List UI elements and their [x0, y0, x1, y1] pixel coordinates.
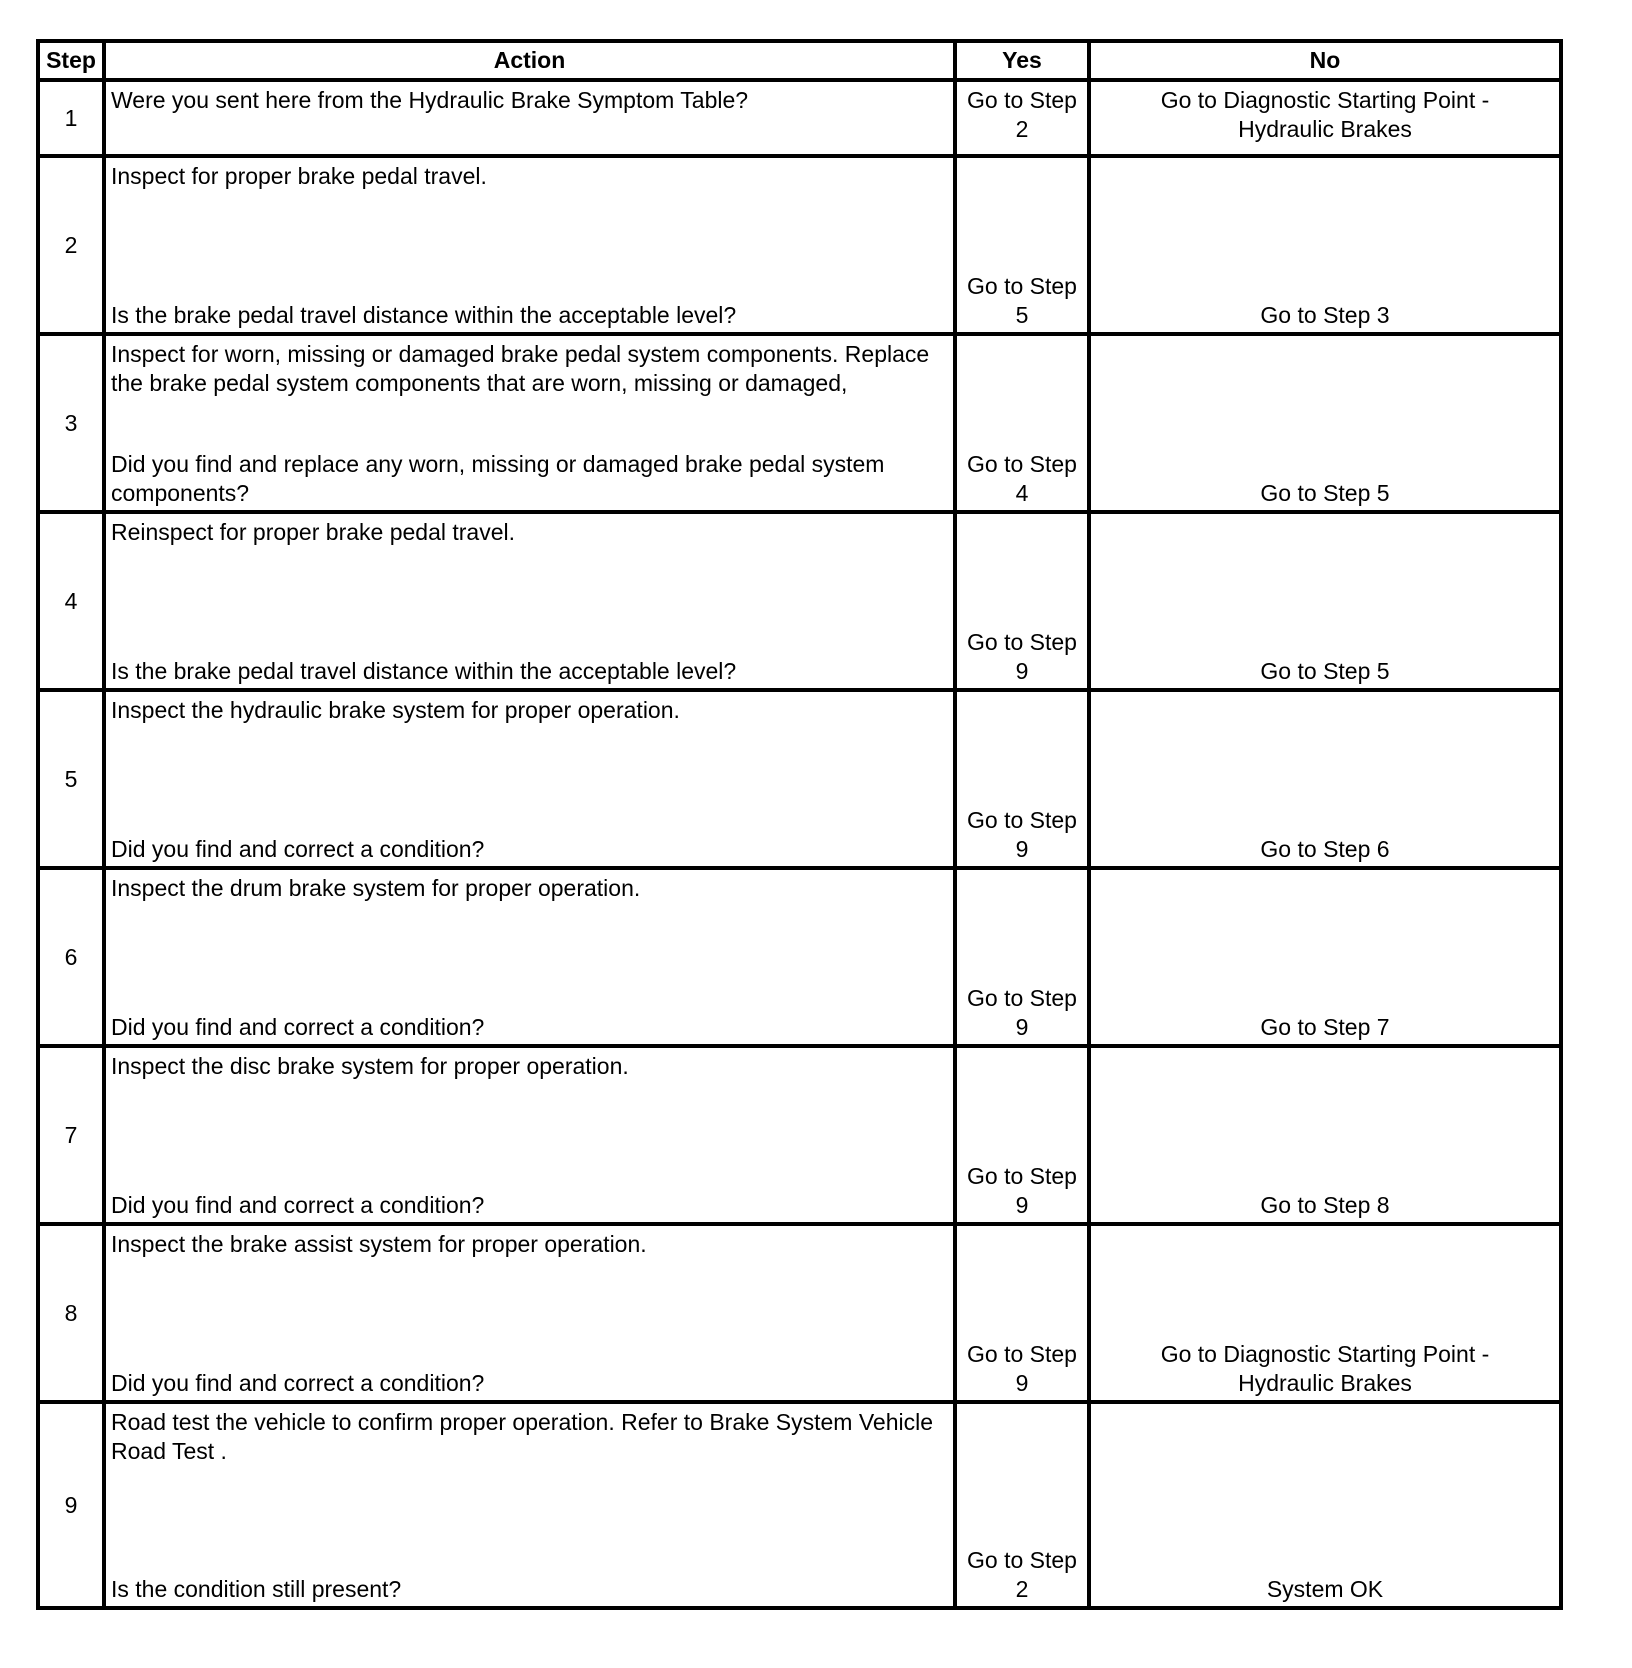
step-number: 3 [38, 334, 104, 512]
yes-cell [955, 80, 1089, 156]
header-step: Step [38, 41, 104, 80]
header-yes: Yes [955, 41, 1089, 80]
yes-cell [955, 156, 1089, 334]
action-instruction: Reinspect for proper brake pedal travel. [111, 519, 515, 545]
action-instruction: Inspect the disc brake system for proper operation. [111, 1053, 629, 1079]
yes-step: 9 [1015, 1370, 1029, 1396]
no-target: Go to Step 3 [1260, 302, 1390, 328]
no-cell [1089, 868, 1561, 1046]
no-label: Go to Diagnostic Starting Point - [1160, 1341, 1490, 1367]
no-cell [1089, 156, 1561, 334]
step-number: 5 [38, 690, 104, 868]
yes-label: Go to Step [967, 451, 1077, 477]
action-cell [104, 334, 955, 512]
yes-step: 9 [1015, 836, 1029, 862]
yes-cell [955, 1402, 1089, 1608]
action-question: Did you find and correct a condition? [111, 836, 485, 862]
action-question: Did you find and correct a condition? [111, 1014, 485, 1040]
step-number: 8 [38, 1224, 104, 1402]
action-question: Did you find and correct a condition? [111, 1192, 485, 1218]
action-question: Did you find and correct a condition? [111, 1370, 485, 1396]
diagnostic-table [36, 39, 1563, 1610]
table-row [38, 512, 1561, 690]
action-cell [104, 80, 955, 156]
table-row [38, 156, 1561, 334]
no-cell [1089, 1046, 1561, 1224]
action-question: Did you find and replace any worn, missing or damaged brake pedal system components? [111, 451, 885, 506]
action-question: Is the condition still present? [111, 1576, 402, 1602]
yes-label: Go to Step [967, 1547, 1077, 1573]
yes-step: 9 [1015, 1014, 1029, 1040]
action-cell [104, 512, 955, 690]
no-target: Hydraulic Brakes [1238, 1370, 1412, 1396]
no-cell [1089, 690, 1561, 868]
table-row [38, 1046, 1561, 1224]
action-question: Is the brake pedal travel distance within the acceptable level? [111, 658, 737, 684]
yes-step: 9 [1015, 1192, 1029, 1218]
no-target: System OK [1266, 1576, 1384, 1602]
header-action: Action [104, 41, 955, 80]
yes-cell [955, 1224, 1089, 1402]
yes-label: Go to Step [967, 1163, 1077, 1189]
action-instruction: Inspect for worn, missing or damaged brake pedal system components. Replace the brake pedal system components that are worn, missing or damaged, [111, 341, 930, 396]
no-target: Go to Step 8 [1260, 1192, 1390, 1218]
yes-step: 2 [1015, 116, 1029, 142]
action-cell [104, 1224, 955, 1402]
no-cell [1089, 1402, 1561, 1608]
action-instruction: Inspect for proper brake pedal travel. [111, 163, 487, 189]
action-instruction: Inspect the drum brake system for proper operation. [111, 875, 641, 901]
table-row [38, 868, 1561, 1046]
table-row [38, 690, 1561, 868]
no-cell [1089, 80, 1561, 156]
header-row [38, 41, 1561, 80]
yes-cell [955, 512, 1089, 690]
no-cell [1089, 1224, 1561, 1402]
step-number: 9 [38, 1402, 104, 1608]
no-target: Go to Step 5 [1260, 658, 1390, 684]
yes-cell [955, 1046, 1089, 1224]
table-row [38, 1402, 1561, 1608]
action-question: Were you sent here from the Hydraulic Brake Symptom Table? [111, 87, 749, 113]
action-cell [104, 1402, 955, 1608]
step-number: 1 [38, 80, 104, 156]
yes-label: Go to Step [967, 273, 1077, 299]
yes-label: Go to Step [967, 1341, 1077, 1367]
action-cell [104, 868, 955, 1046]
yes-label: Go to Step [967, 87, 1077, 113]
no-target: Hydraulic Brakes [1238, 116, 1412, 142]
step-number: 4 [38, 512, 104, 690]
yes-step: 2 [1015, 1576, 1029, 1602]
table-row [38, 80, 1561, 156]
step-number: 6 [38, 868, 104, 1046]
yes-cell [955, 690, 1089, 868]
no-cell [1089, 334, 1561, 512]
no-cell [1089, 512, 1561, 690]
yes-cell [955, 868, 1089, 1046]
yes-step: 4 [1015, 480, 1029, 506]
no-label: Go to Diagnostic Starting Point - [1160, 87, 1490, 113]
action-cell [104, 1046, 955, 1224]
yes-label: Go to Step [967, 629, 1077, 655]
yes-step: 5 [1015, 302, 1029, 328]
step-number: 2 [38, 156, 104, 334]
yes-label: Go to Step [967, 807, 1077, 833]
action-question: Is the brake pedal travel distance within the acceptable level? [111, 302, 737, 328]
header-no: No [1089, 41, 1561, 80]
action-cell [104, 690, 955, 868]
table-row [38, 1224, 1561, 1402]
no-target: Go to Step 7 [1260, 1014, 1390, 1040]
table-row [38, 334, 1561, 512]
yes-cell [955, 334, 1089, 512]
action-instruction: Inspect the hydraulic brake system for proper operation. [111, 697, 680, 723]
yes-step: 9 [1015, 658, 1029, 684]
step-number: 7 [38, 1046, 104, 1224]
yes-label: Go to Step [967, 985, 1077, 1011]
action-instruction: Road test the vehicle to confirm proper operation. Refer to Brake System Vehicle Road Test . [111, 1409, 934, 1464]
no-target: Go to Step 6 [1260, 836, 1390, 862]
no-target: Go to Step 5 [1260, 480, 1390, 506]
action-instruction: Inspect the brake assist system for proper operation. [111, 1231, 647, 1257]
action-cell [104, 156, 955, 334]
